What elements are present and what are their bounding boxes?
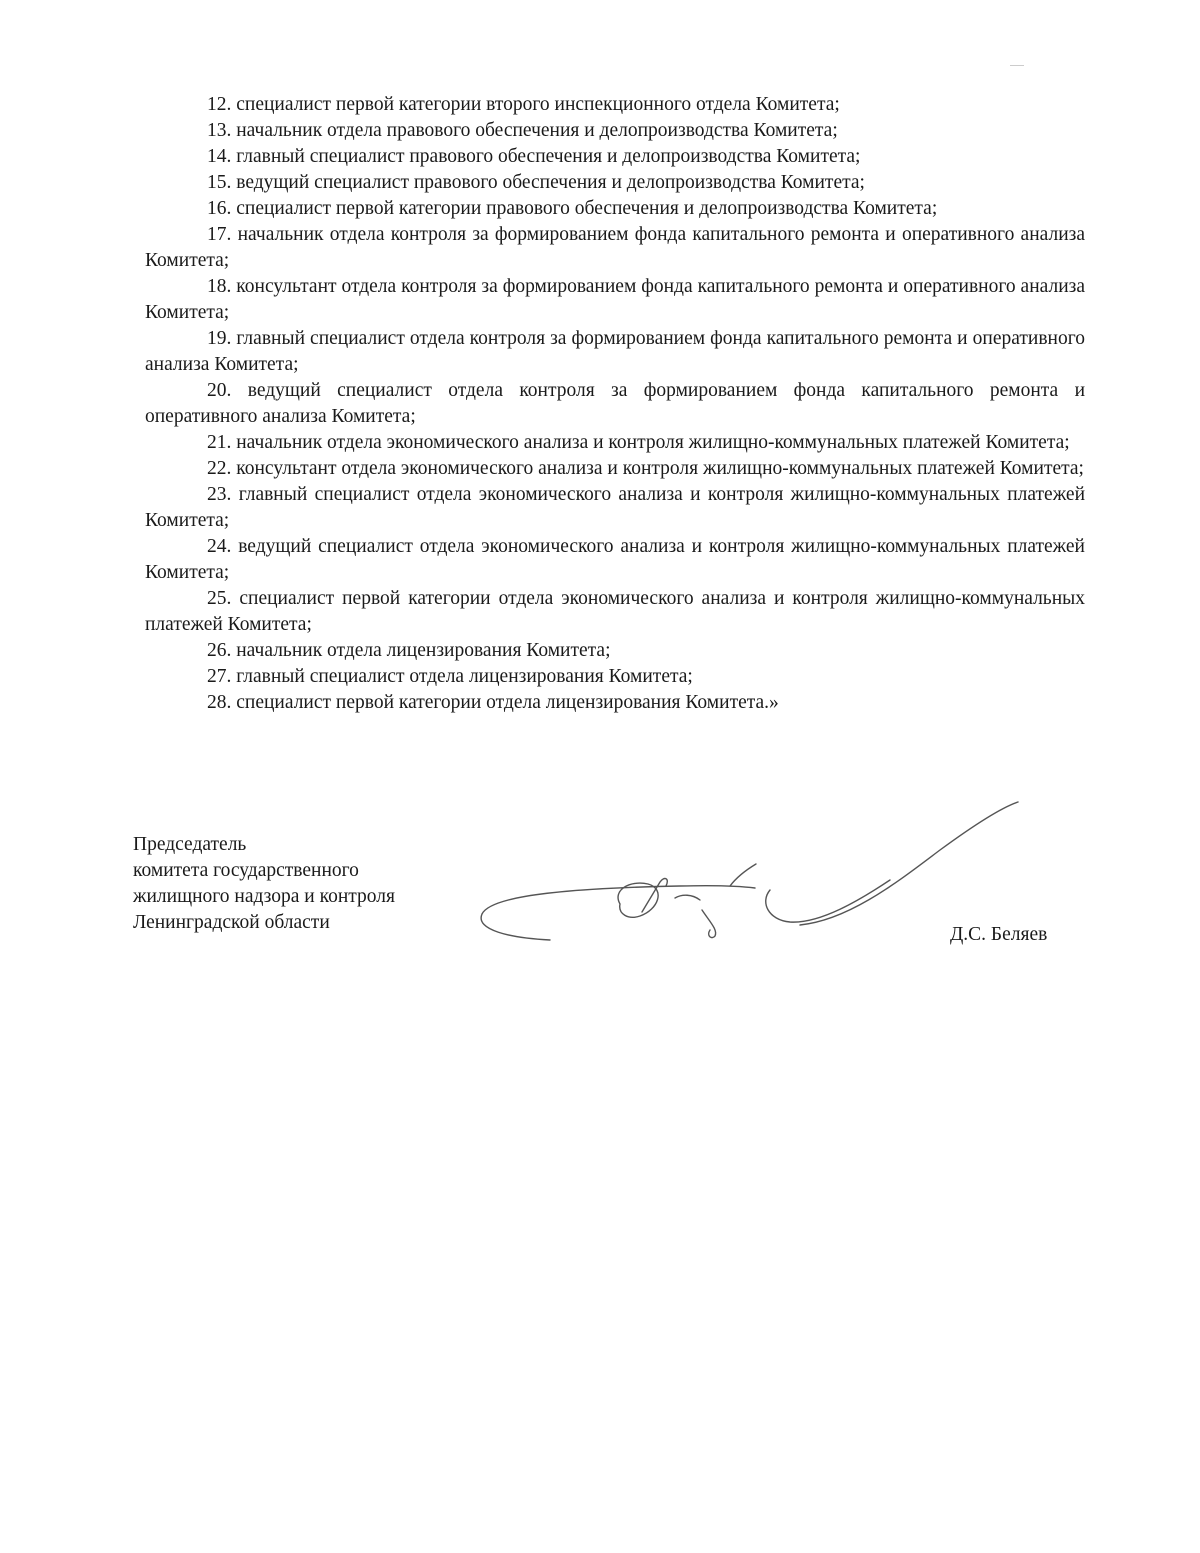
position-list (145, 92, 1085, 716)
list-item: 20. ведущий специалист отдела контроля за формированием фонда капитального ремонта и оперативного анализа Комитета; (145, 380, 1085, 427)
list-item: 23. главный специалист отдела экономического анализа и контроля жилищно-коммунальных платежей Комитета; (145, 484, 1085, 531)
signer-name: Д.С. Беляев (950, 924, 1048, 945)
list-item: 24. ведущий специалист отдела экономического анализа и контроля жилищно-коммунальных платежей Комитета; (145, 536, 1085, 583)
signatory-title-line: Ленинградской области (133, 912, 330, 933)
signatory-title (133, 832, 395, 936)
list-item: 13. начальник отдела правового обеспечения и делопроизводства Комитета; (207, 120, 838, 141)
list-item: 19. главный специалист отдела контроля за формированием фонда капитального ремонта и оперативного анализа Комитета; (145, 328, 1085, 375)
list-item: 15. ведущий специалист правового обеспечения и делопроизводства Комитета; (207, 172, 865, 193)
list-item: 27. главный специалист отдела лицензирования Комитета; (207, 666, 693, 687)
list-item: 14. главный специалист правового обеспечения и делопроизводства Комитета; (207, 146, 861, 167)
list-item: 21. начальник отдела экономического анализа и контроля жилищно-коммунальных платежей Комитета; (207, 432, 1070, 453)
handwritten-signature (470, 790, 1030, 960)
signatory-title-line: жилищного надзора и контроля (133, 886, 395, 907)
list-item: 22. консультант отдела экономического анализа и контроля жилищно-коммунальных платежей Комитета; (207, 458, 1084, 479)
list-item: 26. начальник отдела лицензирования Комитета; (207, 640, 611, 661)
signatory-title-line: Председатель (133, 834, 247, 855)
list-item: 12. специалист первой категории второго инспекционного отдела Комитета; (207, 94, 840, 115)
list-item: 18. консультант отдела контроля за формированием фонда капитального ремонта и оперативного анализа Комитета; (145, 276, 1085, 323)
list-item: 28. специалист первой категории отдела лицензирования Комитета.» (207, 692, 779, 713)
list-item: 25. специалист первой категории отдела экономического анализа и контроля жилищно-коммунальных платежей Комитета; (145, 588, 1085, 635)
list-item: 16. специалист первой категории правового обеспечения и делопроизводства Комитета; (207, 198, 938, 219)
scan-artifact (1010, 65, 1024, 66)
list-item: 17. начальник отдела контроля за формированием фонда капитального ремонта и оперативного анализа Комитета; (145, 224, 1085, 271)
signatory-title-line: комитета государственного (133, 860, 359, 881)
